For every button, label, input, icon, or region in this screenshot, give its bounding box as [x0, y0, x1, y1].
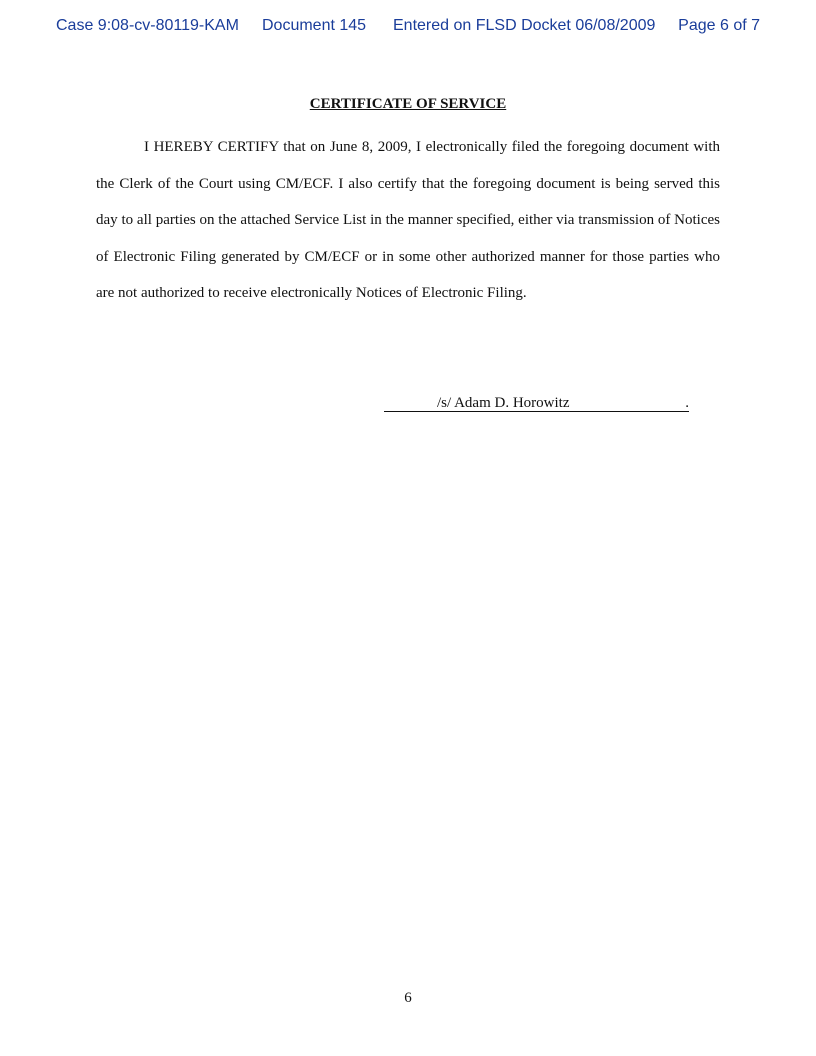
- signature-block: [384, 395, 689, 415]
- page-number: 6: [404, 990, 412, 1006]
- entered-date: Entered on FLSD Docket 06/08/2009: [393, 17, 656, 34]
- signature-period: .: [685, 395, 689, 411]
- certificate-title: CERTIFICATE OF SERVICE: [309, 96, 507, 112]
- document-number: Document 145: [262, 17, 367, 34]
- certificate-paragraph: I HEREBY CERTIFY that on June 8, 2009, I electronically filed the foregoing document with the Clerk of the Court using CM/ECF. I also certify that the foregoing document is being served this day to all parties on the attached Service List in the manner specified, either via transmission of Notices of Electronic Filing generated by CM/ECF or in some other authorized manner for those parties who are not authorized to receive electronically Notices of Electronic Filing.: [96, 139, 720, 302]
- page-count: Page 6 of 7: [678, 17, 760, 34]
- case-number: Case 9:08-cv-80119-KAM: [56, 17, 239, 34]
- ecf-header-stamp: [56, 17, 760, 39]
- signature-name: /s/ Adam D. Horowitz: [437, 395, 570, 411]
